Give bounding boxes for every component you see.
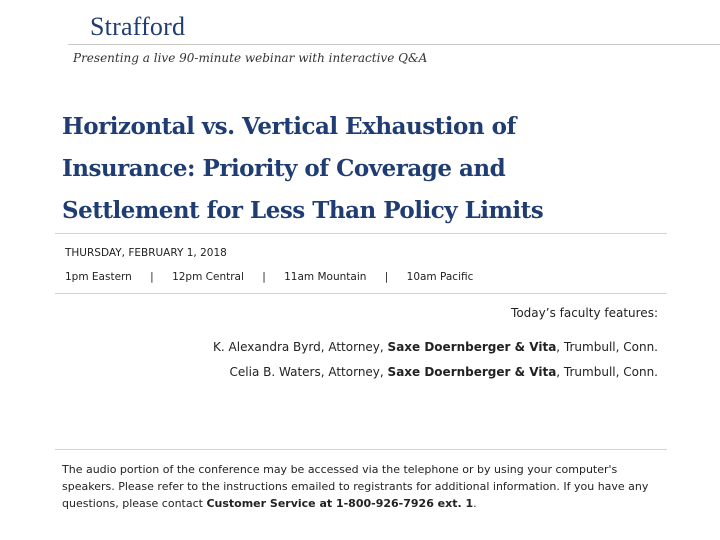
footer-text: The audio portion of the conference may be accessed via the telephone or by using your computer's speakers. Please refer to the instructions emailed to registrants for additional information. If you have any questions, please contact (62, 463, 649, 510)
faculty-firm: Saxe Doernberger & Vita (387, 365, 557, 379)
title-divider (55, 233, 667, 234)
schedule-divider (55, 293, 667, 294)
webinar-times (65, 271, 473, 283)
title-line: Insurance: Priority of Coverage and (62, 155, 506, 182)
time-separator: | (150, 271, 154, 283)
time-separator: | (262, 271, 266, 283)
faculty-name-title: K. Alexandra Byrd, Attorney, (213, 340, 388, 354)
webinar-date: THURSDAY, FEBRUARY 1, 2018 (65, 247, 227, 259)
faculty-name-title: Celia B. Waters, Attorney, (229, 365, 388, 379)
customer-service-contact: Customer Service at 1-800-926-7926 ext. 1 (206, 497, 474, 510)
footer-end: . (473, 497, 477, 510)
time-central: 12pm Central (172, 271, 244, 283)
faculty-member (230, 365, 658, 379)
title-line: Settlement for Less Than Policy Limits (62, 197, 544, 224)
time-mountain: 11am Mountain (284, 271, 367, 283)
faculty-location: , Trumbull, Conn. (556, 340, 658, 354)
header-divider (68, 44, 720, 45)
faculty-firm: Saxe Doernberger & Vita (387, 340, 557, 354)
faculty-intro: Today’s faculty features: (511, 306, 658, 320)
tagline: Presenting a live 90-minute webinar with interactive Q&A (73, 51, 428, 65)
time-separator: | (384, 271, 389, 283)
faculty-member (213, 340, 658, 354)
footer-divider (55, 449, 667, 450)
faculty-location: , Trumbull, Conn. (556, 365, 658, 379)
title-line: Horizontal vs. Vertical Exhaustion of (62, 113, 516, 140)
time-eastern: 1pm Eastern (65, 271, 132, 283)
webinar-title (62, 106, 662, 232)
audio-instructions (62, 461, 662, 512)
strafford-logo: Strafford (90, 12, 186, 41)
time-pacific: 10am Pacific (406, 271, 474, 283)
